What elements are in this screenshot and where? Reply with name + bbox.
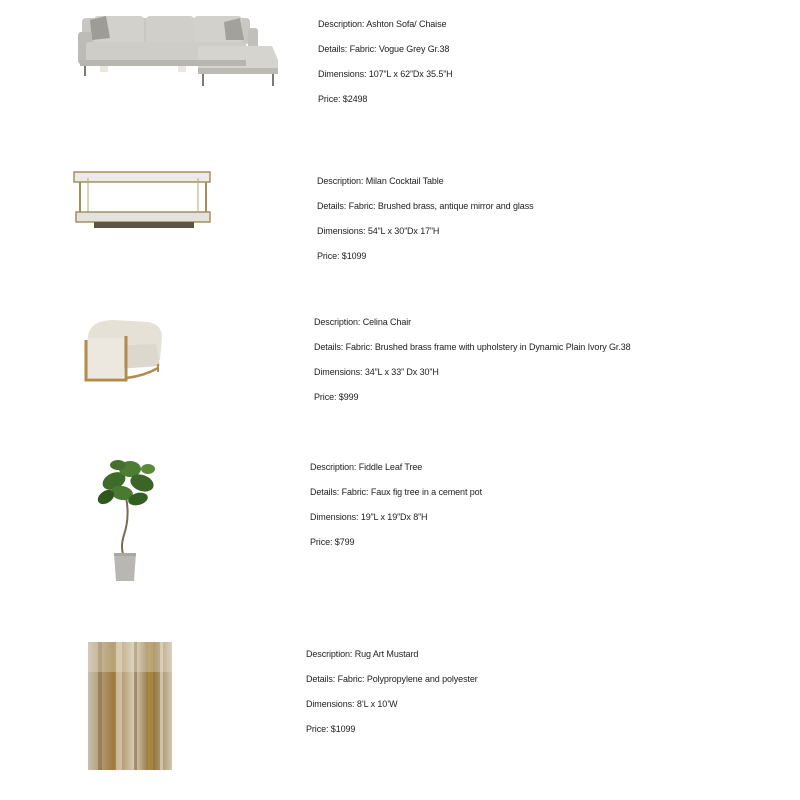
- item-details: Details: Fabric: Faux fig tree in a cement pot: [310, 487, 482, 497]
- item-price: Price: $999: [314, 392, 359, 402]
- item-description: Description: Milan Cocktail Table: [317, 176, 444, 186]
- item-details: Details: Fabric: Polypropylene and polyester: [306, 674, 478, 684]
- item-description: Description: Celina Chair: [314, 317, 412, 327]
- item-dimensions: Dimensions: 107”L x 62”Dx 35.5”H: [318, 69, 453, 79]
- rug-icon: [88, 642, 172, 770]
- item-price: Price: $2498: [318, 94, 368, 104]
- item-price: Price: $1099: [306, 724, 356, 734]
- item-details: Details: Fabric: Brushed brass frame with upholstery in Dynamic Plain Ivory Gr.38: [314, 342, 631, 352]
- item-dimensions: Dimensions: 54”L x 30”Dx 17”H: [317, 226, 440, 236]
- sectional-sofa-icon: [76, 12, 280, 90]
- item-dimensions: Dimensions: 34”L x 33” Dx 30”H: [314, 367, 439, 377]
- potted-tree-icon: [96, 457, 158, 583]
- item-price: Price: $1099: [317, 251, 367, 261]
- item-description: Description: Fiddle Leaf Tree: [310, 462, 423, 472]
- cocktail-table-icon: [72, 170, 214, 232]
- item-details: Details: Fabric: Brushed brass, antique mirror and glass: [317, 201, 534, 211]
- armchair-icon: [84, 316, 166, 392]
- item-description: Description: Rug Art Mustard: [306, 649, 419, 659]
- item-dimensions: Dimensions: 8’L x 10’W: [306, 699, 398, 709]
- item-dimensions: Dimensions: 19”L x 19”Dx 8”H: [310, 512, 428, 522]
- item-price: Price: $799: [310, 537, 355, 547]
- item-details: Details: Fabric: Vogue Grey Gr.38: [318, 44, 450, 54]
- item-description: Description: Ashton Sofa/ Chaise: [318, 19, 447, 29]
